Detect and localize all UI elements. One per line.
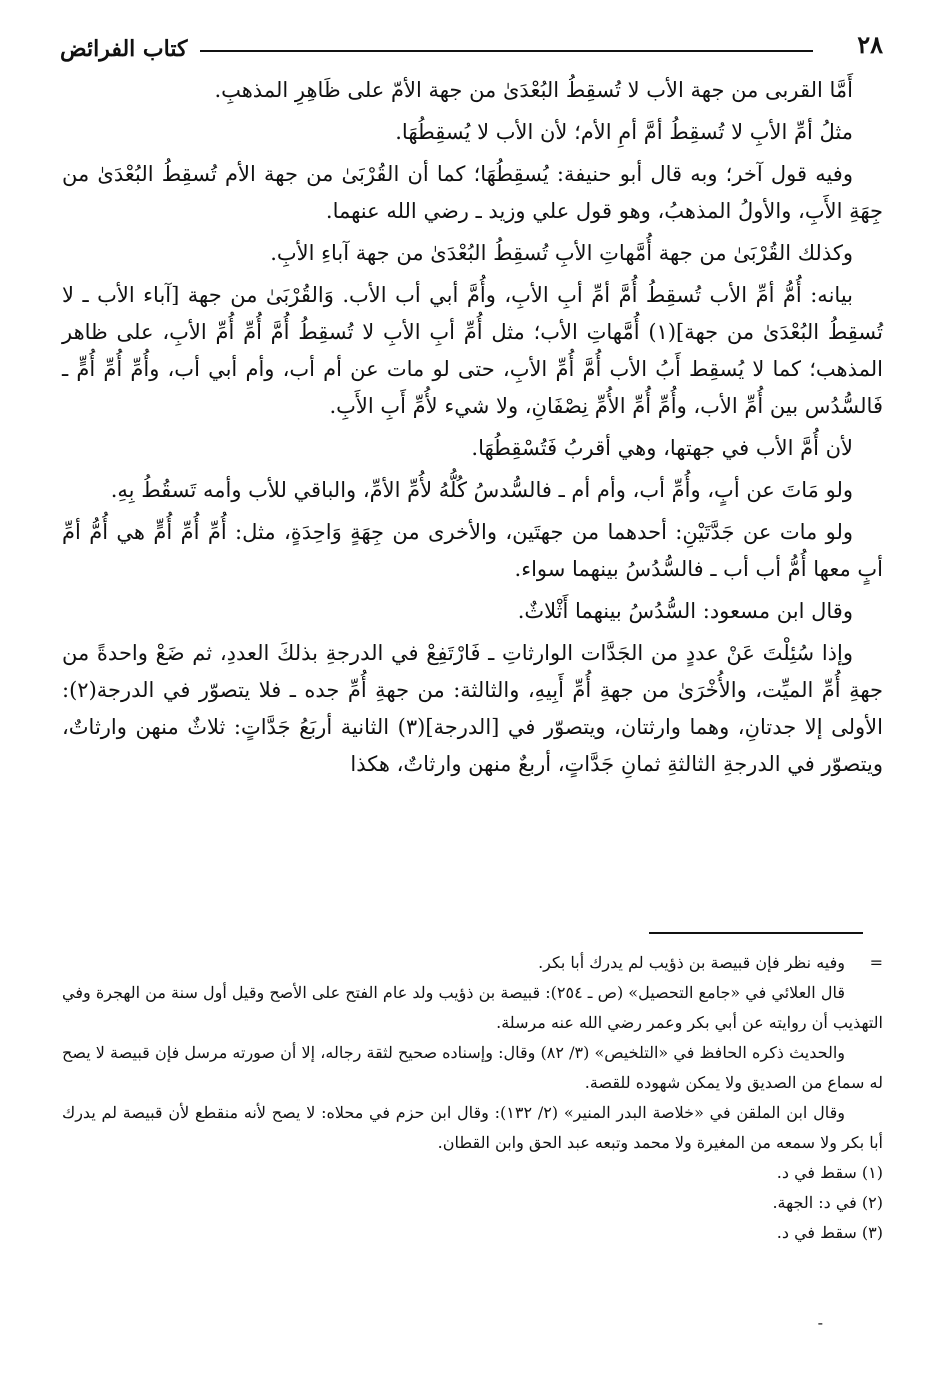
bottom-mark: - xyxy=(817,1313,823,1332)
main-text xyxy=(62,72,883,927)
paragraph: بيانه: أُمُّ أمِّ الأب تُسقِطُ أُمَّ أمِّ أبِ الأبِ، وأُمَّ أبي أب الأب. وَالقُرْبَىٰ من جهة [آباء الأب ـ لا تُسقِطُ البُعْدَىٰ من جهة](١) أُمَّهاتِ الأب؛ مثل أُمِّ أبِ الأبِ لا تُسقِطُ أُمَّ أُمِّ أُمِّ الأبِ، على ظاهر المذهب؛ كما لا يُسقِط أَبُ الأب أُمَّ أُمِّ الأبِ، حتى لو مات عن أم أب، وأم أبي أب، وأُمِّ أُمِّ أُمٍّ ـ فَالسُّدُس بين أُمِّ الأب، وأُمِّ أُمِّ الأُمِّ نِصْفَانِ، ولا شيء لأُمِّ أَبِ الأَبِ. xyxy=(62,283,883,418)
header-rule xyxy=(200,50,813,52)
paragraph: وفيه قول آخر؛ وبه قال أبو حنيفة: يُسقِطُهَا؛ كما أن القُرْبَىٰ من جهة الأم تُسقِطُ البُعْدَىٰ من جِهَةِ الأَبِ، والأولُ المذهبُ، وهو قول علي وزيد ـ رضي الله عنهما. xyxy=(62,162,883,223)
footnote-text: والحديث ذكره الحافظ في «التلخيص» (٣/ ٨٢) وقال: وإسناده صحيح لثقة رجاله، إلا أن صورته مرسل فإن قبيصة لا يصح له سماع من الصديق ولا يمكن شهوده للقصة. xyxy=(62,1043,883,1092)
paragraph: مثلُ أمِّ الأبِ لا تُسقِطُ أمَّ أمِ الأم؛ لأن الأب لا يُسقِطُهَا. xyxy=(395,120,853,144)
paragraph: وإذا سُئِلْتَ عَنْ عددٍ من الجَدَّات الوارثاتِ ـ فَارْتَفِعْ في الدرجةِ بذلكَ العددِ، ثم ضَعْ واحدةً من جهةِ أُمِّ الميِّت، والأُخْرَىٰ من جهةِ أُمِّ أَبِيهِ، والثالثة: من جهةِ أُمِّ جده ـ فلا يتصوّر في الدرجة(٢): الأولى إلا جدتانِ، وهما وارثتان، ويتصوّر في [الدرجة](٣) الثانية أربَعُ جَدَّاتٍ: ثلاثٌ منهن وارثاتٌ، ويتصوّر في الدرجةِ الثالثةِ ثمانِ جَدَّاتٍ، أربعٌ منهن وارثاتٌ، هكذا xyxy=(62,641,883,776)
book-title: كتاب الفرائض xyxy=(60,36,188,62)
paragraph: ولو مَاتَ عن أبٍ، وأُمِّ أب، وأم أم ـ فالسُّدسُ كُلُّهُ لأُمِّ الأمِّ، والباقي للأب وأمه تَسقُطُ بِهِ. xyxy=(110,478,853,502)
footnote-text: وقال ابن الملقن في «خلاصة البدر المنير» (٢/ ١٣٢): وقال ابن حزم في محلاه: لا يصح لأنه منقطع لأن قبيصة لم يدرك أبا بكر ولا سمعه من المغيرة ولا محمد وتبعه عبد الحق وابن القطان. xyxy=(62,1103,883,1152)
footnote-separator xyxy=(649,932,863,934)
paragraph: لأن أُمَّ الأب في جهتها، وهي أقربُ فَتُسْقِطُهَا. xyxy=(471,436,853,460)
paragraph: وكذلك القُرْبَىٰ من جهة أُمَّهاتِ الأبِ تُسقِطُ البُعْدَىٰ من جهة آباءِ الأبِ. xyxy=(270,241,853,265)
paragraph: أَمَّا القربى من جهة الأب لا تُسقِطُ البُعْدَىٰ من جهة الأمّ على ظَاهِرِ المذهبِ. xyxy=(214,78,853,102)
footnote-3: (٣) سقط في د. xyxy=(776,1223,883,1242)
paragraph: ولو مات عن جَدَّتَيْنِ: أحدهما من جهتَين، والأخرى من جِهَةٍ وَاحِدَةٍ، مثل: أُمِّ أُمِّ أُمٍّ هي أُمُّ أمِّ أبٍ معها أُمُّ أب أب ـ فالسُّدُسُ بينهما سواء. xyxy=(62,520,883,581)
footnotes xyxy=(62,948,883,1288)
footnote-1: (١) سقط في د. xyxy=(776,1163,883,1182)
continuation-mark: = xyxy=(869,953,883,972)
footnote-2: (٢) في د: الجهة. xyxy=(772,1193,883,1212)
footnote-text: وفيه نظر فإن قبيصة بن ذؤيب لم يدرك أبا بكر. xyxy=(538,953,845,972)
footnote-text: قال العلائي في «جامع التحصيل» (ص ـ ٢٥٤): قبيصة بن ذؤيب ولد عام الفتح على الأصح وقيل أول سنة من الهجرة وفي التهذيب أن روايته عن أبي بكر وعمر رضي الله عنه مرسلة. xyxy=(62,983,883,1032)
page-number: ٢٨ xyxy=(857,30,883,59)
footnote-continuation xyxy=(62,948,883,978)
page-header xyxy=(60,30,883,70)
paragraph: وقال ابن مسعود: السُّدُسُ بينهما أَثْلاثٌ. xyxy=(517,599,853,623)
